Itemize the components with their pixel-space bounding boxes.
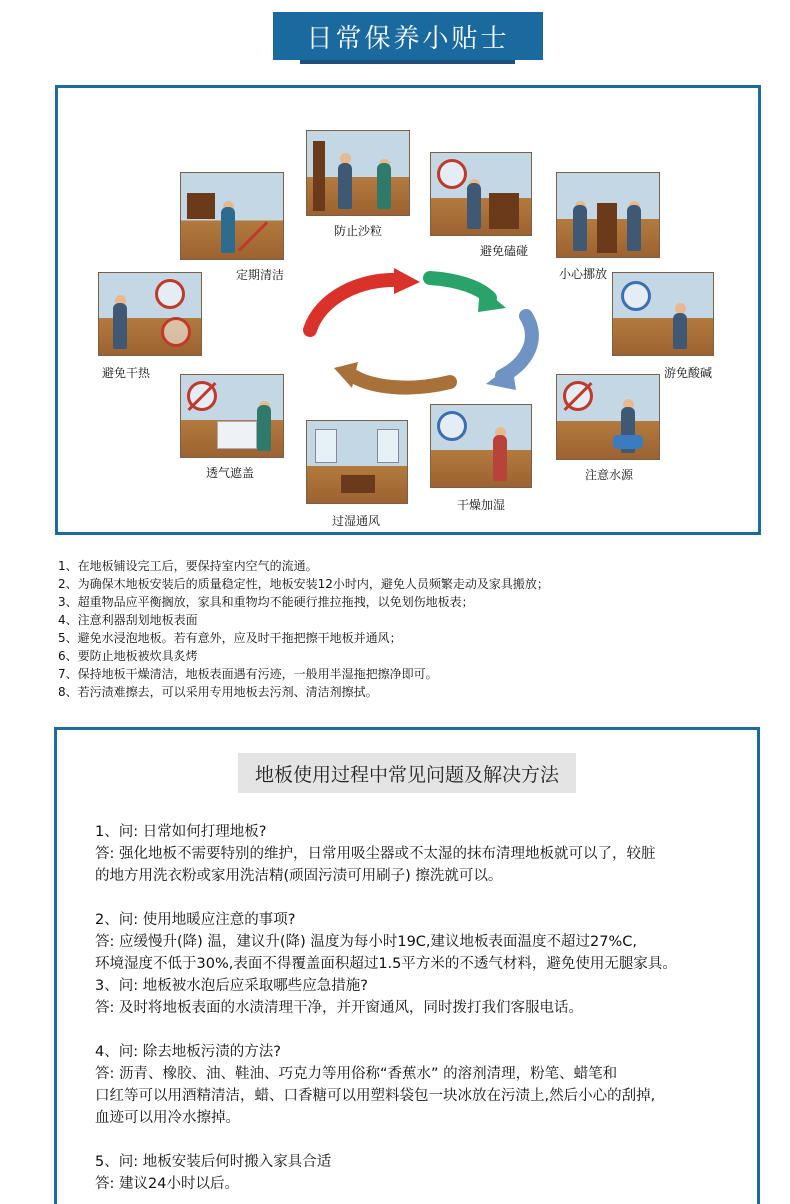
cycle-arrows-graphic <box>290 268 550 398</box>
tip-item: 7、保持地板干燥清洁，地板表面遇有污迹，一般用半湿拖把擦净即可。 <box>58 667 438 681</box>
tip-item: 1、在地板铺设完工后，要保持室内空气的流通。 <box>58 559 318 573</box>
tip-item: 4、注意利器刮划地板表面 <box>58 613 198 627</box>
tip-item: 2、为确保木地板安装后的质量稳定性，地板安装12小时内，避免人员频繁走动及家具搬放； <box>58 577 549 591</box>
faq-title: 地板使用过程中常见问题及解决方法 <box>238 753 576 793</box>
title-underline <box>300 60 515 64</box>
caption-over-humid-ventilate: 过湿通风 <box>332 514 381 528</box>
faq-line: 的地方用洗衣粉或家用洗洁精(顽固污渍可用刷子) 擦洗就可以。 <box>95 868 503 884</box>
faq-line: 答: 沥青、橡胶、油、鞋油、巧克力等用俗称“香蕉水” 的溶剂清理，粉笔、蜡笔和 <box>95 1066 618 1082</box>
caption-avoid-dry-heat: 避免干热 <box>102 366 151 380</box>
caption-water-source: 注意水源 <box>585 468 634 482</box>
faq-line: 2、问: 使用地暖应注意的事项? <box>95 912 296 928</box>
caption-dry-humidify: 干燥加湿 <box>457 498 506 512</box>
illustration-prevent-sand <box>306 130 410 216</box>
faq-line: 环境湿度不低于30%,表面不得覆盖面积超过1.5平方米的不透气材料，避免使用无腿家具。 <box>95 956 677 972</box>
faq-line: 血迹可以用冷水擦掉。 <box>95 1110 240 1126</box>
caption-regular-clean: 定期清洁 <box>236 268 285 282</box>
tip-item: 5、避免水浸泡地板。若有意外，应及时干拖把擦干地板并通风； <box>58 631 402 645</box>
caption-breathable-cover: 透气遮盖 <box>206 466 255 480</box>
faq-line: 3、问: 地板被水泡后应采取哪些应急措施? <box>95 978 368 994</box>
cycle-arrow-brown <box>350 374 450 388</box>
tip-item: 8、若污渍难擦去，可以采用专用地板去污剂、清洁剂擦拭。 <box>58 685 378 699</box>
faq-line: 答: 强化地板不需要特别的维护，日常用吸尘器或不太湿的抹布清理地板就可以了，较脏 <box>95 846 656 862</box>
caption-avoid-acid-alkali: 游免酸碱 <box>664 366 713 380</box>
caption-move-carefully: 小心挪放 <box>559 267 608 281</box>
faq-line: 1、问: 日常如何打理地板? <box>95 824 267 840</box>
faq-line: 答: 及时将地板表面的水渍清理干净，并开窗通风，同时拨打我们客服电话。 <box>95 1000 583 1016</box>
tips-list <box>58 557 549 701</box>
illustration-breathable-cover <box>180 374 284 458</box>
illustration-avoid-bump <box>430 152 532 236</box>
faq-line: 答: 应缓慢升(降) 温，建议升(降) 温度为每小时19C,建议地板表面温度不超过27%C, <box>95 934 637 950</box>
tip-item: 3、超重物品应平衡搁放，家具和重物均不能硬行推拉拖拽，以免划伤地板表； <box>58 595 474 609</box>
illustration-dry-humidify <box>430 404 532 488</box>
cycle-arrowhead-red <box>394 268 420 294</box>
cycle-arrowhead-blue <box>486 364 516 390</box>
tip-item: 6、要防止地板被炊具炙烤 <box>58 649 198 663</box>
illustration-avoid-acid-alkali <box>612 272 714 356</box>
faq-line: 答: 建议24小时以后。 <box>95 1176 239 1192</box>
faq-line: 5、问: 地板安装后何时搬入家具合适 <box>95 1154 332 1170</box>
illustration-move-carefully <box>556 172 660 258</box>
illustration-regular-clean <box>180 172 284 260</box>
faq-line: 口红等可以用酒精清洁，蜡、口香糖可以用塑料袋包一块冰放在污渍上,然后小心的刮掉, <box>95 1088 656 1104</box>
faq-line: 4、问: 除去地板污渍的方法? <box>95 1044 281 1060</box>
cycle-arrowhead-green <box>478 286 506 312</box>
caption-avoid-bump: 避免磕碰 <box>480 244 529 258</box>
cycle-arrow-blue <box>502 316 532 376</box>
illustration-avoid-dry-heat <box>98 272 202 356</box>
illustration-water-source <box>556 374 660 460</box>
caption-prevent-sand: 防止沙粒 <box>334 224 383 238</box>
cycle-arrow-red <box>310 280 400 330</box>
page-title: 日常保养小贴士 <box>273 12 543 60</box>
illustration-over-humid-ventilate <box>306 420 408 504</box>
